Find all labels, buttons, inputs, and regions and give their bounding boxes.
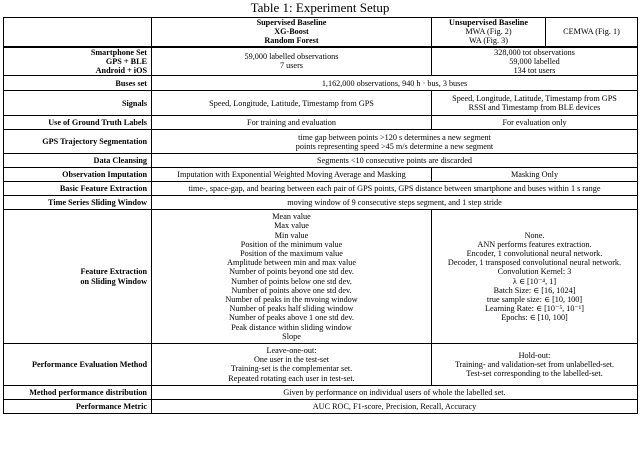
table-caption: Table 1: Experiment Setup — [250, 0, 390, 15]
row-label-smartphone: Smartphone Set GPS + BLE Android + iOS — [4, 47, 152, 76]
row-label-feature-extraction: Feature Extraction on Sliding Window — [4, 210, 152, 344]
ground-truth-supervised: For training and evaluation — [152, 116, 432, 130]
smartphone-supervised: 59,000 labelled observations 7 users — [152, 47, 432, 76]
performance-eval-supervised: Leave-one-out: One user in the test-set Training-set is the complementar set. Repeated rotating each user in test-set. — [152, 344, 432, 386]
header-supervised: Supervised Baseline XG-Boost Random Forest — [152, 18, 432, 47]
signals-supervised: Speed, Longitude, Latitude, Timestamp from GPS — [152, 91, 432, 116]
sliding-window-value: moving window of 9 consecutive steps segment, and 1 step stride — [152, 196, 638, 210]
metric-value: AUC ROC, F1-score, Precision, Recall, Accuracy — [152, 399, 638, 413]
row-label-signals: Signals — [4, 91, 152, 116]
distribution-value: Given by performance on individual users of whole the labelled set. — [152, 385, 638, 399]
header-empty-cell — [4, 18, 152, 47]
ground-truth-unsupervised: For evaluation only — [432, 116, 638, 130]
row-label-metric: Performance Metric — [4, 399, 152, 413]
feature-extraction-unsupervised: None. ANN performs features extraction. Encoder, 1 convolutional neural network. Decoder, 1 transposed convolutional neural network. Convolution Kernel: 3 λ ∈ [10⁻⁴, 1] Batch Size: ∈ [16, 1024] true sample size: ∈ [10, 100] Learning Rate: ∈ [10⁻⁵, 10⁻¹] Epochs: ∈ [10, 100] — [432, 210, 638, 344]
experiment-setup-table — [3, 17, 638, 414]
header-row — [4, 18, 638, 47]
row-label-distribution: Method performance distribution — [4, 385, 152, 399]
basic-features-value: time-, space-gap, and bearing between each pair of GPS points, GPS distance between smartphone and buses within 1 s range — [152, 182, 638, 196]
row-feature-extraction — [4, 210, 638, 344]
row-imputation — [4, 168, 638, 182]
row-label-buses: Buses set — [4, 76, 152, 91]
row-label-performance-eval: Performance Evaluation Method — [4, 344, 152, 386]
header-unsupervised: Unsupervised Baseline MWA (Fig. 2) WA (Fig. 3) — [432, 18, 546, 47]
header-cemwa: CEMWA (Fig. 1) — [546, 18, 638, 47]
signals-unsupervised: Speed, Longitude, Latitude, Timestamp from GPS RSSI and Timestamp from BLE devices — [432, 91, 638, 116]
row-distribution — [4, 385, 638, 399]
row-ground-truth — [4, 116, 638, 130]
smartphone-unsupervised: 328,000 tot observations 59,000 labelled 134 tot users — [432, 47, 638, 76]
performance-eval-unsupervised: Hold-out: Training- and validation-set from unlabelled-set. Test-set corresponding to the labelled-set. — [432, 344, 638, 386]
row-sliding-window — [4, 196, 638, 210]
row-smartphone — [4, 47, 638, 76]
segmentation-value: time gap between points >120 s determines a new segment points representing speed >45 m/s determine a new segment — [152, 130, 638, 154]
row-metric — [4, 399, 638, 413]
row-label-segmentation: GPS Trajectory Segmentation — [4, 130, 152, 154]
row-label-basic-features: Basic Feature Extraction — [4, 182, 152, 196]
cleansing-value: Segments <10 consecutive points are discarded — [152, 154, 638, 168]
row-label-imputation: Observation Imputation — [4, 168, 152, 182]
row-performance-eval — [4, 344, 638, 386]
row-cleansing — [4, 154, 638, 168]
row-label-ground-truth: Use of Ground Truth Labels — [4, 116, 152, 130]
row-signals — [4, 91, 638, 116]
row-label-sliding-window: Time Series Sliding Window — [4, 196, 152, 210]
feature-extraction-supervised: Mean value Max value Min value Position of the minimum value Position of the maximum value Amplitude between min and max value Number of points beyond one std dev. Number of points below one std dev. Number of points above one std dev. Number of peaks in the mvoing window Number of peaks half sliding window Number of peaks above 1 one std dev. Peak distance within sliding window Slope — [152, 210, 432, 344]
row-buses — [4, 76, 638, 91]
row-segmentation — [4, 130, 638, 154]
imputation-supervised: Imputation with Exponential Weighted Moving Average and Masking — [152, 168, 432, 182]
row-label-cleansing: Data Cleansing — [4, 154, 152, 168]
imputation-unsupervised: Masking Only — [432, 168, 638, 182]
row-basic-features — [4, 182, 638, 196]
buses-value: 1,162,000 observations, 940 h · bus, 3 buses — [152, 76, 638, 91]
